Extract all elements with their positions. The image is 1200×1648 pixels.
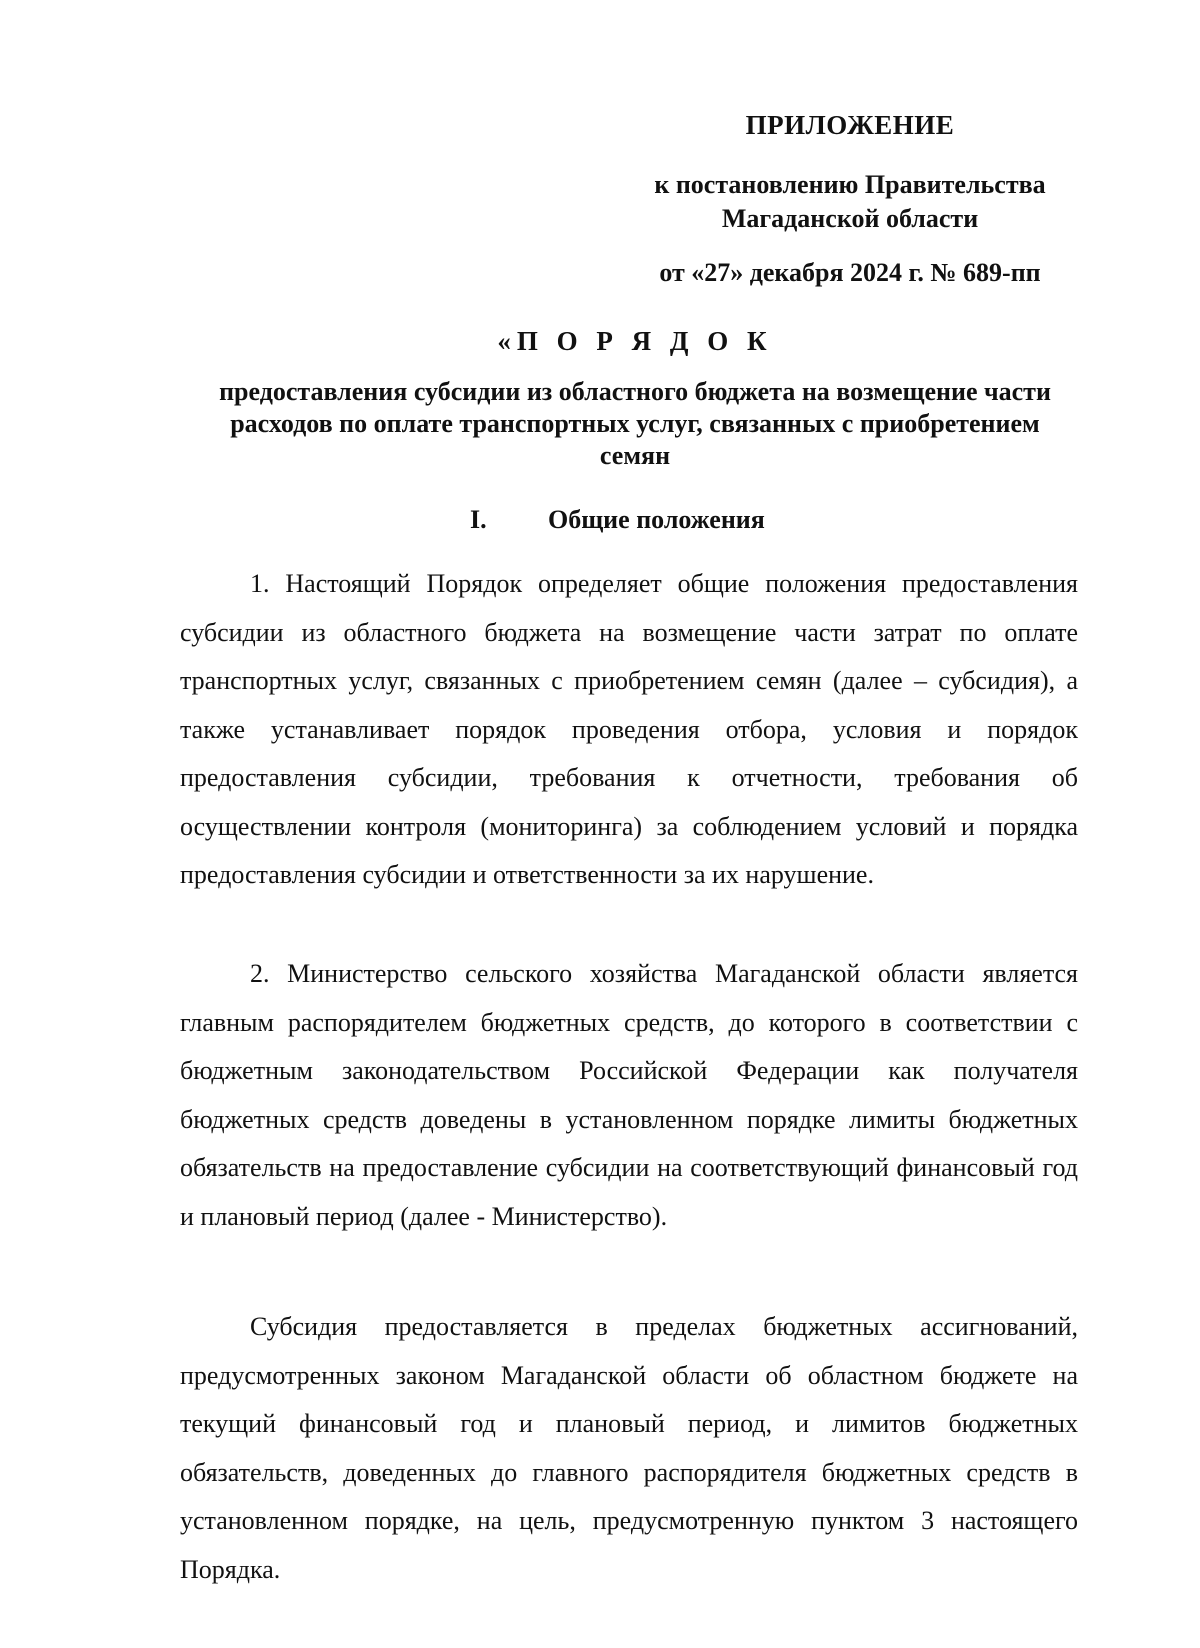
section-number: I. [470,505,487,534]
appendix-resolution-line: к постановлению Правительства [654,170,1046,199]
document-subtitle: предоставления субсидии из областного бюджета на возмещение части расходов по оплате транспортных услуг, связанных с приобретением семян [219,377,1051,470]
section-heading [470,505,765,535]
appendix-date-line: от «27» декабря 2024 г. № 689-пп [659,258,1041,287]
paragraph-3: Субсидия предоставляется в пределах бюджетных ассигнований, предусмотренных законом Магаданской области об областном бюджете на текущий финансовый год и плановый период, и лимитов бюджетных обязательств, доведенных до главного распорядителя бюджетных средств в установленном порядке, на цель, предусмотренную пунктом 3 настоящего Порядка. [180,1312,1078,1584]
section-title: Общие положения [548,505,765,534]
appendix-label: ПРИЛОЖЕНИЕ [745,110,955,140]
paragraph-1-block [180,560,1078,900]
document-title: «П О Р Я Д О К [497,326,773,356]
paragraph-2: 2. Министерство сельского хозяйства Магаданской области является главным распорядителем бюджетных средств, до которого в соответствии с бюджетным законодательством Российской Федерации как получателя бюджетных средств доведены в установленном порядке лимиты бюджетных обязательств на предоставление субсидии на соответствующий финансовый год и плановый период (далее - Министерство). [180,959,1078,1231]
paragraph-3-block [180,1303,1078,1594]
paragraph-2-block [180,950,1078,1241]
paragraph-1: 1. Настоящий Порядок определяет общие положения предоставления субсидии из областного бюджета на возмещение части затрат по оплате транспортных услуг, связанных с приобретением семян (далее – субсидия), а также устанавливает порядок проведения отбора, условия и порядок предоставления субсидии, требования к отчетности, требования об осуществлении контроля (мониторинга) за соблюдением условий и порядка предоставления субсидии и ответственности за их нарушение. [180,569,1078,889]
appendix-header [620,108,1080,290]
appendix-region-line: Магаданской области [721,204,979,233]
